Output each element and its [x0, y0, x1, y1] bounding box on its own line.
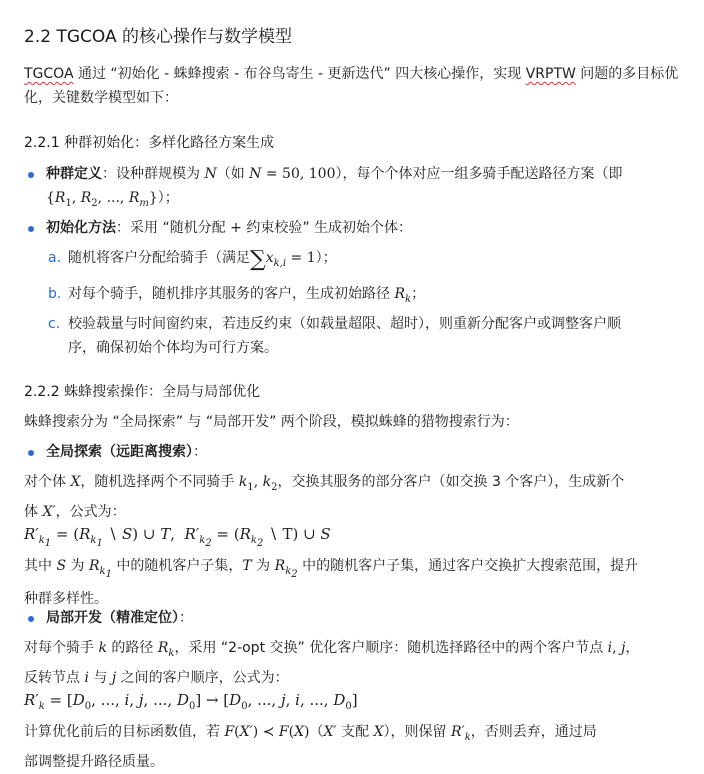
- text: 为: [251, 558, 275, 574]
- label-init-method: 初始化方法: [46, 220, 116, 236]
- label-population-definition: 种群定义: [46, 166, 102, 182]
- text: ，采用 “2-opt 交换” 优化客户顺序：随机选择路径中的两个客户节点: [174, 640, 608, 656]
- sum-symbol: ∑: [250, 247, 266, 272]
- text: 序，确保初始个体均为可行方案。: [68, 340, 278, 356]
- local-formula: $R'_k = [D_0$, ..., i, j, ..., $D_0] \to [D_0$, ..., j, i, ..., $D_0$]: [24, 691, 358, 712]
- init-step-a: [68, 246, 668, 276]
- math-Xprime: X′: [42, 503, 56, 520]
- text: ：: [179, 610, 193, 626]
- text: 对每个骑手，随机排序其服务的客户，生成初始路径: [68, 286, 395, 302]
- global-description: 对个体 X，随机选择两个不同骑手 $k_1$, $k_2$，交换其服务的部分客户（如交换 3 个客户），生成新个 体 X′，公式为：: [24, 474, 625, 520]
- math-eq: = 50, 100: [261, 166, 336, 182]
- init-step-b: [68, 282, 668, 312]
- init-method: [46, 216, 686, 240]
- bullet-dot: [28, 616, 34, 622]
- global-formula: $R'_{k_1} = (R_{k_1}$ ∖ S) ∪ T, $R'_{k_2} = (R_{k_2}$ ∖ T) ∪ S: [24, 525, 331, 549]
- global-explanation: 其中 S 为 $R_{k_1}$ 中的随机客户子集，T 为 $R_{k_2}$ 中的随机客户子集，通过客户交换扩大搜索范围，提升 种群多样性。: [24, 558, 639, 607]
- bullet-dot: [28, 450, 34, 456]
- text: ）；: [315, 250, 337, 266]
- text: ）；: [157, 190, 179, 206]
- text: 的路径: [106, 640, 158, 656]
- text: ；: [411, 286, 426, 302]
- label-local: 局部开发（精准定位）: [46, 610, 179, 626]
- local-description: 对每个骑手 k 的路径 $R_k$，采用 “2-opt 交换” 优化客户顺序：随机选择路径中的两个客户节点 i, j， 反转节点 i 与 j 之间的客户顺序，公式为：: [24, 640, 640, 686]
- acronym-tgcoa: TGCOA: [24, 66, 74, 82]
- list-letter-c: c.: [48, 316, 61, 332]
- math-sub: k,i: [273, 257, 287, 269]
- text: ，交换其服务的部分客户（如交换 3 个客户），生成新个: [277, 474, 625, 490]
- text: ，否则丢弃，通过局: [470, 724, 597, 740]
- text: 与: [88, 669, 112, 686]
- spider-wasp-intro: 蛛蜂搜索分为 “全局探索” 与 “局部开发” 两个阶段，模拟蛛蜂的猎物搜索行为：: [24, 414, 519, 430]
- population-definition: [46, 162, 686, 216]
- text: ，公式为：: [55, 503, 126, 520]
- math-sub: k: [405, 293, 412, 305]
- text: 其中: [24, 558, 57, 574]
- text: 对每个骑手: [24, 640, 99, 656]
- local-exploitation-label: [46, 606, 686, 630]
- text: 反转节点: [24, 669, 85, 686]
- math-N: N: [204, 166, 217, 182]
- text: ，随机选择两个不同骑手: [80, 474, 239, 490]
- text: ），则保留: [383, 724, 451, 740]
- math-X: X: [70, 474, 81, 490]
- intro-paragraph: [24, 62, 684, 110]
- text: 中的随机客户子集，: [111, 558, 243, 574]
- text: 中的随机客户子集，通过客户交换扩大搜索范围，提升: [297, 558, 639, 574]
- section-heading: 2.2 TGCOA 的核心操作与数学模型: [24, 27, 292, 47]
- text: （: [309, 724, 324, 740]
- math-Rk: R: [394, 286, 405, 302]
- local-explanation: 计算优化前后的目标函数值，若 F(X′) ≺ F(X)（X′ 支配 X），则保留 $R'_k$，否则丢弃，通过局 部调整提升路径质量。: [24, 724, 597, 770]
- init-step-c: [68, 312, 688, 360]
- math-route-set: {$R_1$, $R_2$, ..., $R_m$}: [46, 190, 158, 209]
- text: ），每个个体对应一组多骑手配送路径方案（即: [335, 166, 623, 182]
- text: ：采用 “随机分配 + 约束校验” 生成初始个体：: [116, 220, 413, 236]
- math-eq: = 1: [286, 250, 316, 266]
- text: 支配: [336, 724, 374, 740]
- intro-text-b: 问题的多目标优化，关键数学模型如下：: [24, 66, 679, 106]
- text: 计算优化前后的目标函数值，若: [24, 724, 225, 740]
- math-x: x: [265, 250, 274, 266]
- text: ：: [193, 444, 207, 460]
- text: （如: [216, 166, 250, 182]
- global-exploration-label: [46, 440, 686, 464]
- list-letter-a: a.: [48, 250, 62, 266]
- text: 部调整提升路径质量。: [24, 753, 164, 770]
- subsection-title-222: 2.2.2 蛛蜂搜索操作：全局与局部优化: [24, 384, 261, 400]
- bullet-dot: [28, 172, 34, 178]
- list-letter-b: b.: [48, 286, 62, 302]
- text: 为: [66, 558, 89, 574]
- text: 体: [24, 503, 43, 520]
- math-k1k2: k: [238, 474, 248, 490]
- bullet-dot: [28, 226, 34, 232]
- text: 校验载量与时间窗约束，若违反约束（如载量超限、超时），则重新分配客户或调整客户顺: [68, 316, 621, 332]
- text: 对个体: [24, 474, 71, 490]
- subsection-title-221: 2.2.1 种群初始化：多样化路径方案生成: [24, 135, 275, 151]
- intro-text-a: 通过 “初始化 - 蛛蜂搜索 - 布谷鸟寄生 - 更新迭代” 四大核心操作，实现: [77, 66, 526, 82]
- text: ：设种群规模为: [102, 166, 205, 182]
- text: 之间的客户顺序，公式为：: [116, 669, 289, 686]
- text: 随机将客户分配给骑手（满足: [68, 250, 250, 266]
- text: 种群多样性。: [24, 590, 108, 607]
- math-N-values: N: [249, 166, 262, 182]
- acronym-vrptw: VRPTW: [525, 66, 576, 82]
- label-global: 全局探索（远距离搜索）: [46, 444, 193, 460]
